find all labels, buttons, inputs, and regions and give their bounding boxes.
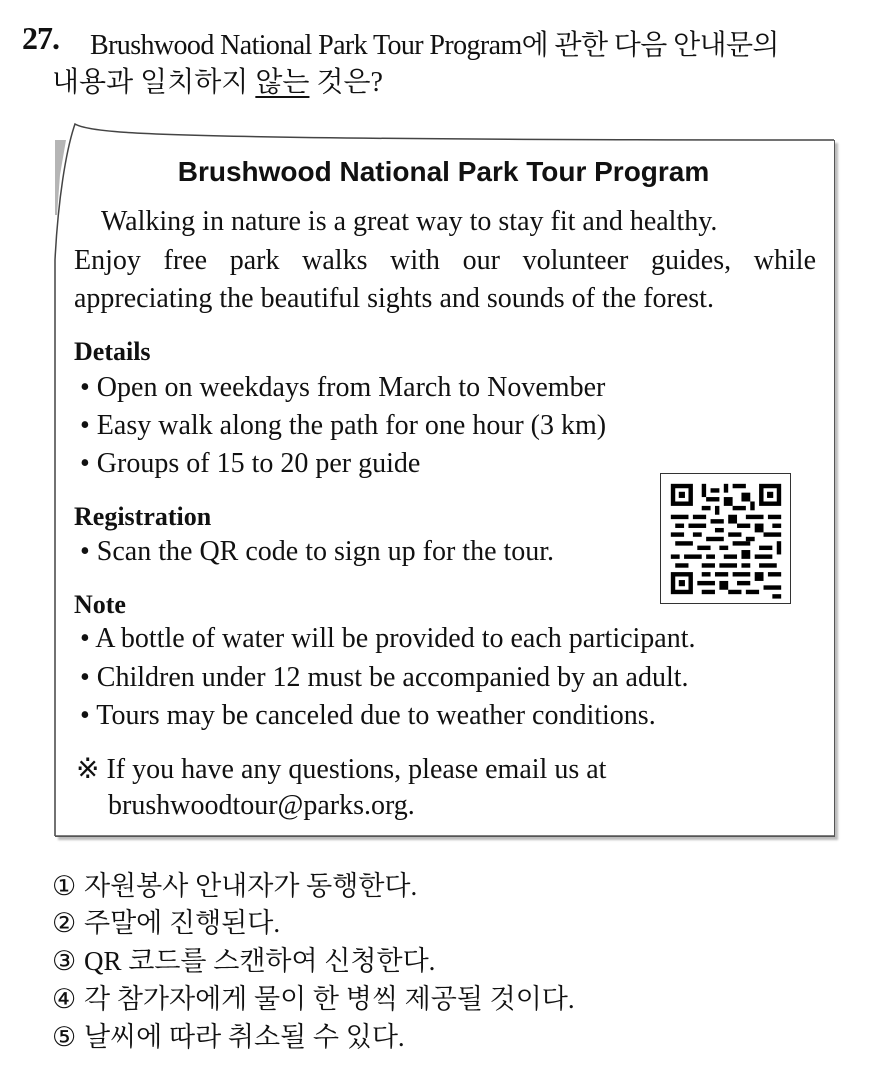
- choice-1[interactable]: [52, 864, 417, 903]
- choice-text: 주말에 진행된다.: [84, 908, 281, 938]
- choice-4[interactable]: [52, 977, 575, 1016]
- registration-heading: Registration: [74, 502, 212, 531]
- details-item: • Open on weekdays from March to November: [80, 372, 606, 403]
- choice-marker: ②: [52, 908, 77, 938]
- notice-title: Brushwood National Park Tour Program: [177, 156, 710, 187]
- choice-marker: ⑤: [52, 1022, 77, 1052]
- choice-marker: ①: [52, 871, 77, 901]
- qr-code-image[interactable]: [660, 473, 791, 604]
- choice-2[interactable]: [52, 901, 280, 940]
- details-item: • Easy walk along the path for one hour (3 km): [80, 410, 607, 441]
- choice-3[interactable]: [52, 939, 435, 978]
- question-emphasis-underlined: 않는: [255, 67, 310, 98]
- intro-line-2: Enjoy free park walks with our volunteer guides, while: [74, 245, 816, 276]
- choice-marker: ③: [52, 946, 77, 976]
- choice-5[interactable]: [52, 1015, 405, 1054]
- choice-text: QR 코드를 스캔하여 신청한다.: [84, 946, 436, 976]
- note-item: • A bottle of water will be provided to each participant.: [80, 623, 696, 654]
- note-item: • Children under 12 must be accompanied by an adult.: [80, 662, 689, 693]
- question-text-line1: Brushwood National Park Tour Program에 관한 다음 안내문의: [90, 30, 779, 61]
- choice-marker: ④: [52, 984, 77, 1014]
- intro-line-1: Walking in nature is a great way to stay fit and healthy.: [101, 206, 718, 237]
- details-item: • Groups of 15 to 20 per guide: [80, 448, 421, 479]
- note-heading: Note: [74, 590, 126, 619]
- intro-line-3: appreciating the beautiful sights and sounds of the forest.: [74, 283, 714, 314]
- question-text-suffix: 것은?: [309, 67, 383, 98]
- registration-item: • Scan the QR code to sign up for the tour.: [80, 536, 555, 567]
- choice-text: 각 참가자에게 물이 한 병씩 제공될 것이다.: [84, 984, 575, 1014]
- contact-email[interactable]: brushwoodtour@parks.org.: [108, 790, 415, 821]
- qr-code-pattern: [662, 475, 790, 603]
- contact-line: ※ If you have any questions, please email us at: [76, 754, 607, 785]
- question-text-prefix: 내용과 일치하지: [52, 67, 256, 98]
- choice-text: 날씨에 따라 취소될 수 있다.: [84, 1022, 405, 1052]
- details-heading: Details: [74, 337, 151, 366]
- choice-text: 자원봉사 안내자가 동행한다.: [84, 871, 418, 901]
- question-number: 27.: [22, 20, 59, 56]
- note-item: • Tours may be canceled due to weather conditions.: [80, 700, 656, 731]
